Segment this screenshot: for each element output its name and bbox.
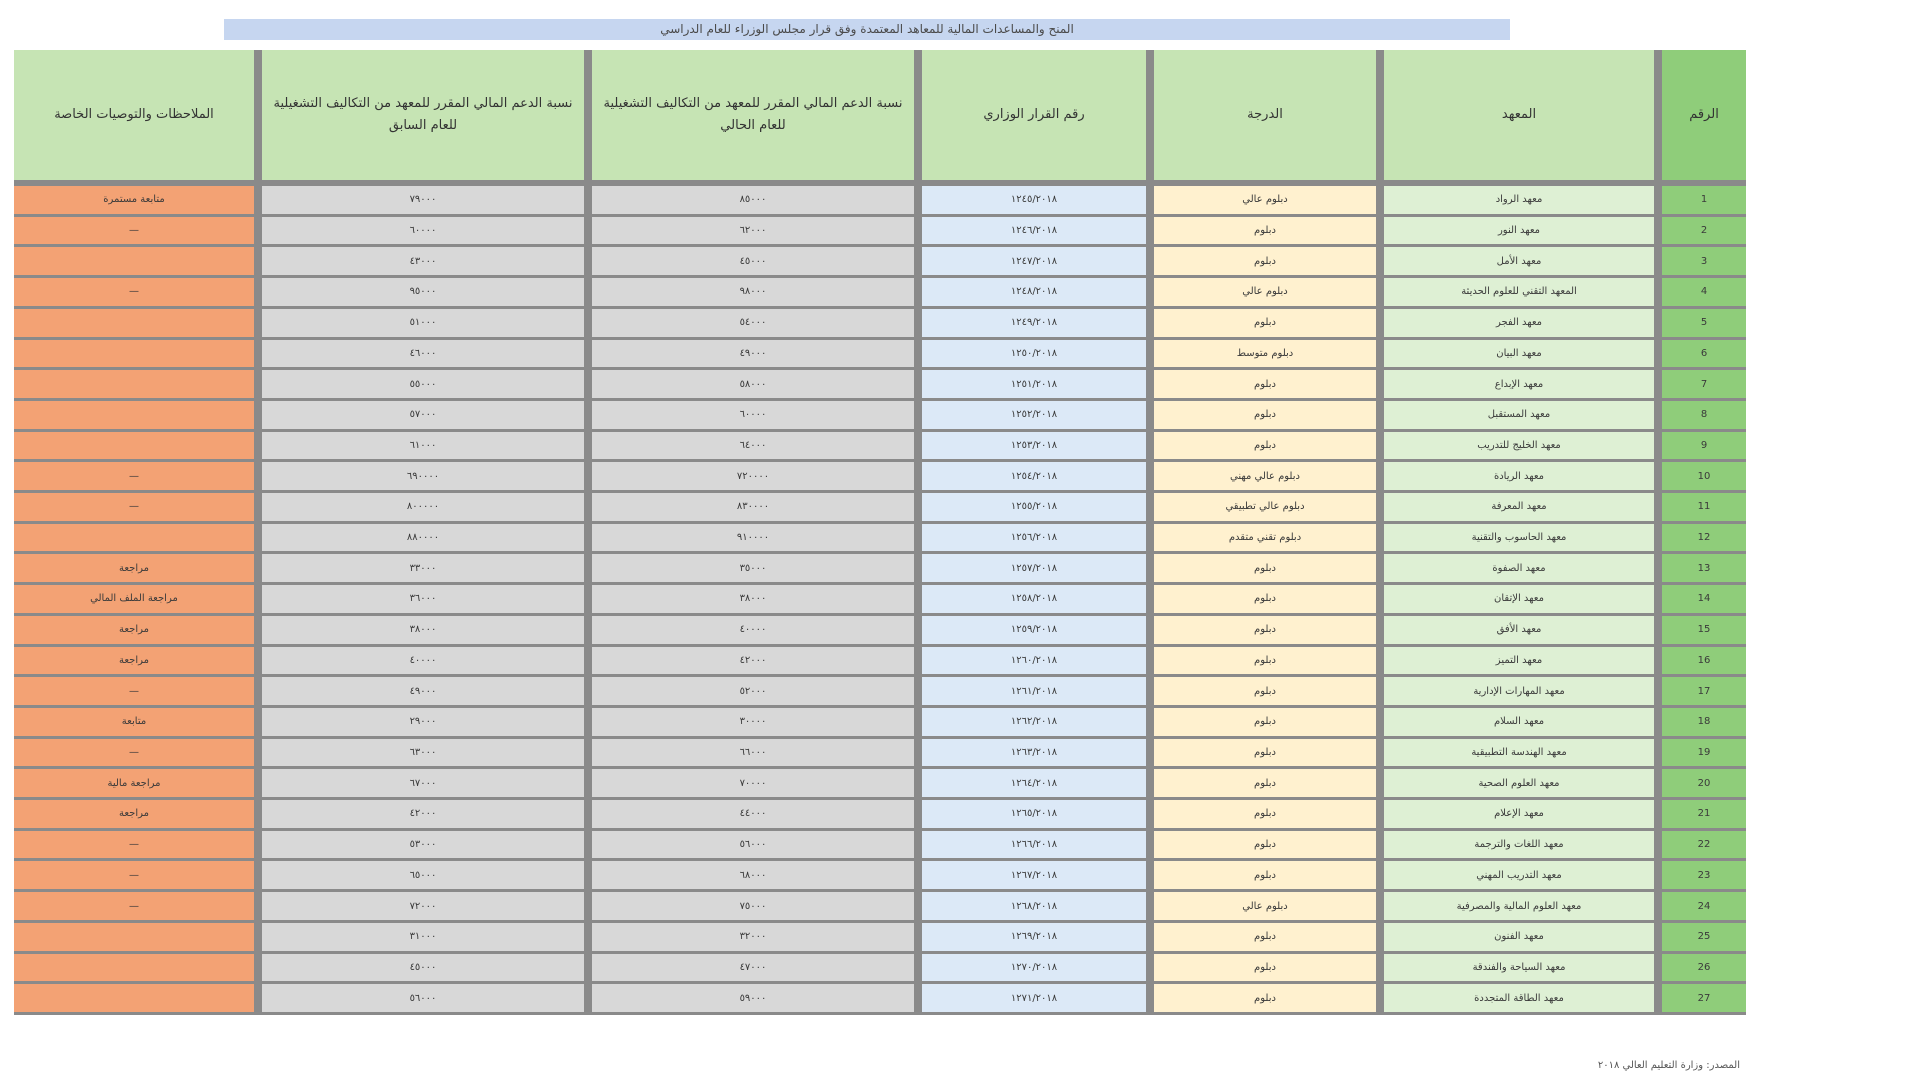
cell-fin2: ٧٢٠٠٠ [254,892,584,923]
header-fin1: نسبة الدعم المالي المقرر للمعهد من التكاليف التشغيلية للعام الحالي [584,50,914,186]
table-row [14,554,1746,585]
cell-notes [14,247,254,278]
cell-name: معهد الإتقان [1376,585,1654,616]
cell-notes: — [14,278,254,309]
cell-fin2: ٨٨٠٠٠٠ [254,524,584,555]
cell-fin2: ٤٥٠٠٠ [254,954,584,985]
cell-fin1: ٣٠٠٠٠ [584,708,914,739]
cell-notes: متابعة [14,708,254,739]
cell-fin2: ٣٣٠٠٠ [254,554,584,585]
cell-notes: مراجعة الملف المالي [14,585,254,616]
cell-law: ١٢٥٧/٢٠١٨ [914,554,1146,585]
cell-law: ١٢٦٣/٢٠١٨ [914,739,1146,770]
cell-degree: دبلوم [1146,984,1376,1015]
table-row [14,739,1746,770]
cell-name: معهد المستقبل [1376,401,1654,432]
cell-notes: — [14,493,254,524]
cell-fin1: ٦٠٠٠٠ [584,401,914,432]
cell-name: معهد التدريب المهني [1376,861,1654,892]
cell-name: معهد المهارات الإدارية [1376,677,1654,708]
cell-no: 7 [1654,370,1746,401]
header-notes: الملاحظات والتوصيات الخاصة [14,50,254,186]
cell-fin1: ٥٨٠٠٠ [584,370,914,401]
cell-no: 14 [1654,585,1746,616]
cell-law: ١٢٦١/٢٠١٨ [914,677,1146,708]
cell-law: ١٢٥٤/٢٠١٨ [914,462,1146,493]
cell-no: 6 [1654,340,1746,371]
cell-name: معهد البيان [1376,340,1654,371]
cell-fin1: ٥٢٠٠٠ [584,677,914,708]
cell-notes: — [14,892,254,923]
cell-notes: — [14,831,254,862]
cell-name: معهد اللغات والترجمة [1376,831,1654,862]
cell-notes: — [14,739,254,770]
cell-degree: دبلوم [1146,677,1376,708]
cell-fin1: ٥٤٠٠٠ [584,309,914,340]
cell-fin2: ٥٦٠٠٠ [254,984,584,1015]
cell-fin2: ٥١٠٠٠ [254,309,584,340]
cell-degree: دبلوم عالي [1146,186,1376,217]
cell-no: 10 [1654,462,1746,493]
cell-notes [14,954,254,985]
cell-no: 2 [1654,217,1746,248]
cell-no: 12 [1654,524,1746,555]
cell-name: معهد الطاقة المتجددة [1376,984,1654,1015]
cell-degree: دبلوم [1146,708,1376,739]
cell-degree: دبلوم [1146,616,1376,647]
cell-law: ١٢٤٧/٢٠١٨ [914,247,1146,278]
institutes-table [14,50,1746,1015]
table-row [14,217,1746,248]
cell-name: معهد الخليج للتدريب [1376,432,1654,463]
cell-no: 3 [1654,247,1746,278]
table-row [14,278,1746,309]
cell-notes: مراجعة [14,800,254,831]
cell-degree: دبلوم [1146,309,1376,340]
cell-fin1: ٤٢٠٠٠ [584,647,914,678]
header-law: رقم القرار الوزاري [914,50,1146,186]
cell-name: معهد العلوم الصحية [1376,769,1654,800]
cell-no: 27 [1654,984,1746,1015]
cell-degree: دبلوم [1146,217,1376,248]
table-row [14,401,1746,432]
cell-law: ١٢٦٧/٢٠١٨ [914,861,1146,892]
cell-fin2: ٥٣٠٠٠ [254,831,584,862]
table-row [14,186,1746,217]
cell-fin1: ٤٥٠٠٠ [584,247,914,278]
cell-no: 24 [1654,892,1746,923]
cell-degree: دبلوم عالي مهني [1146,462,1376,493]
cell-fin2: ٦٥٠٠٠ [254,861,584,892]
cell-name: معهد الإبداع [1376,370,1654,401]
table-row [14,677,1746,708]
cell-law: ١٢٥٦/٢٠١٨ [914,524,1146,555]
cell-law: ١٢٤٦/٢٠١٨ [914,217,1146,248]
cell-name: معهد الفجر [1376,309,1654,340]
cell-fin1: ٦٦٠٠٠ [584,739,914,770]
table-row [14,370,1746,401]
table-row [14,493,1746,524]
cell-degree: دبلوم عالي [1146,892,1376,923]
header-no: الرقم [1654,50,1746,186]
cell-fin1: ٣٢٠٠٠ [584,923,914,954]
cell-name: معهد النور [1376,217,1654,248]
table-row [14,708,1746,739]
cell-degree: دبلوم [1146,554,1376,585]
cell-fin1: ٣٥٠٠٠ [584,554,914,585]
cell-fin2: ٦٩٠٠٠٠ [254,462,584,493]
cell-fin1: ٤٩٠٠٠ [584,340,914,371]
cell-law: ١٢٥٥/٢٠١٨ [914,493,1146,524]
cell-law: ١٢٥٩/٢٠١٨ [914,616,1146,647]
footer-note: المصدر: وزارة التعليم العالي ٢٠١٨ [1597,1060,1740,1071]
cell-fin1: ٨٣٠٠٠٠ [584,493,914,524]
cell-fin2: ٦٠٠٠٠ [254,217,584,248]
cell-fin2: ٧٩٠٠٠ [254,186,584,217]
document-title: المنح والمساعدات المالية للمعاهد المعتمدة وفق قرار مجلس الوزراء للعام الدراسي [224,19,1510,40]
cell-no: 15 [1654,616,1746,647]
cell-no: 11 [1654,493,1746,524]
table-body [14,186,1746,1015]
cell-fin1: ٦٨٠٠٠ [584,861,914,892]
cell-notes [14,984,254,1015]
cell-name: معهد الرواد [1376,186,1654,217]
cell-fin2: ٥٥٠٠٠ [254,370,584,401]
cell-no: 9 [1654,432,1746,463]
cell-name: معهد المعرفة [1376,493,1654,524]
cell-degree: دبلوم [1146,647,1376,678]
cell-fin1: ٤٧٠٠٠ [584,954,914,985]
cell-notes [14,432,254,463]
cell-degree: دبلوم عالي [1146,278,1376,309]
cell-fin1: ٣٨٠٠٠ [584,585,914,616]
cell-name: معهد العلوم المالية والمصرفية [1376,892,1654,923]
cell-notes [14,309,254,340]
cell-name: معهد الريادة [1376,462,1654,493]
cell-fin2: ٤٣٠٠٠ [254,247,584,278]
cell-notes [14,923,254,954]
cell-degree: دبلوم [1146,954,1376,985]
cell-fin2: ٤٩٠٠٠ [254,677,584,708]
cell-no: 25 [1654,923,1746,954]
cell-no: 13 [1654,554,1746,585]
cell-notes: مراجعة [14,647,254,678]
table-row [14,892,1746,923]
cell-law: ١٢٥٠/٢٠١٨ [914,340,1146,371]
cell-fin2: ٤٦٠٠٠ [254,340,584,371]
cell-no: 16 [1654,647,1746,678]
table-row [14,647,1746,678]
cell-name: معهد الأمل [1376,247,1654,278]
table-header-row [14,50,1746,186]
cell-notes: — [14,861,254,892]
cell-fin1: ٧٢٠٠٠٠ [584,462,914,493]
cell-name: معهد الصفوة [1376,554,1654,585]
cell-name: معهد الحاسوب والتقنية [1376,524,1654,555]
cell-law: ١٢٥٢/٢٠١٨ [914,401,1146,432]
table-row [14,769,1746,800]
cell-fin2: ٥٧٠٠٠ [254,401,584,432]
cell-law: ١٢٦٥/٢٠١٨ [914,800,1146,831]
cell-fin1: ٦٤٠٠٠ [584,432,914,463]
cell-fin2: ٣٨٠٠٠ [254,616,584,647]
cell-no: 20 [1654,769,1746,800]
cell-law: ١٢٤٨/٢٠١٨ [914,278,1146,309]
cell-degree: دبلوم [1146,861,1376,892]
cell-no: 26 [1654,954,1746,985]
cell-degree: دبلوم [1146,585,1376,616]
cell-notes: متابعة مستمرة [14,186,254,217]
table-row [14,309,1746,340]
header-name: المعهد [1376,50,1654,186]
cell-notes [14,401,254,432]
cell-fin2: ٤٢٠٠٠ [254,800,584,831]
cell-degree: دبلوم تقني متقدم [1146,524,1376,555]
cell-fin2: ٣١٠٠٠ [254,923,584,954]
cell-notes [14,340,254,371]
cell-fin2: ٩٥٠٠٠ [254,278,584,309]
cell-notes: — [14,217,254,248]
table-row [14,524,1746,555]
header-fin2: نسبة الدعم المالي المقرر للمعهد من التكاليف التشغيلية للعام السابق [254,50,584,186]
cell-fin2: ٦١٠٠٠ [254,432,584,463]
cell-name: معهد الفنون [1376,923,1654,954]
cell-name: معهد السلام [1376,708,1654,739]
cell-fin2: ٣٦٠٠٠ [254,585,584,616]
cell-fin1: ٤٤٠٠٠ [584,800,914,831]
cell-fin2: ٦٧٠٠٠ [254,769,584,800]
cell-law: ١٢٤٩/٢٠١٨ [914,309,1146,340]
cell-name: معهد الأفق [1376,616,1654,647]
cell-degree: دبلوم [1146,800,1376,831]
cell-notes: — [14,462,254,493]
cell-notes [14,370,254,401]
cell-notes: مراجعة مالية [14,769,254,800]
cell-degree: دبلوم [1146,370,1376,401]
cell-law: ١٢٧٠/٢٠١٨ [914,954,1146,985]
cell-no: 5 [1654,309,1746,340]
table-row [14,984,1746,1015]
cell-fin2: ٨٠٠٠٠٠ [254,493,584,524]
cell-law: ١٢٦٠/٢٠١٨ [914,647,1146,678]
cell-fin2: ٢٩٠٠٠ [254,708,584,739]
cell-notes: مراجعة [14,616,254,647]
cell-no: 19 [1654,739,1746,770]
table-row [14,954,1746,985]
cell-degree: دبلوم عالي تطبيقي [1146,493,1376,524]
cell-no: 1 [1654,186,1746,217]
cell-law: ١٢٧١/٢٠١٨ [914,984,1146,1015]
cell-degree: دبلوم [1146,769,1376,800]
cell-degree: دبلوم [1146,432,1376,463]
cell-law: ١٢٥١/٢٠١٨ [914,370,1146,401]
table-row [14,831,1746,862]
cell-fin1: ٤٠٠٠٠ [584,616,914,647]
cell-fin2: ٦٣٠٠٠ [254,739,584,770]
cell-no: 23 [1654,861,1746,892]
cell-law: ١٢٦٤/٢٠١٨ [914,769,1146,800]
cell-degree: دبلوم متوسط [1146,340,1376,371]
cell-degree: دبلوم [1146,247,1376,278]
cell-name: المعهد التقني للعلوم الحديثة [1376,278,1654,309]
cell-law: ١٢٥٨/٢٠١٨ [914,585,1146,616]
cell-fin1: ٥٩٠٠٠ [584,984,914,1015]
cell-notes: — [14,677,254,708]
cell-fin1: ٨٥٠٠٠ [584,186,914,217]
table-row [14,923,1746,954]
cell-degree: دبلوم [1146,831,1376,862]
cell-no: 17 [1654,677,1746,708]
cell-no: 8 [1654,401,1746,432]
cell-no: 21 [1654,800,1746,831]
cell-fin1: ٩١٠٠٠٠ [584,524,914,555]
cell-law: ١٢٦٢/٢٠١٨ [914,708,1146,739]
cell-fin1: ٧٥٠٠٠ [584,892,914,923]
cell-name: معهد الهندسة التطبيقية [1376,739,1654,770]
table-row [14,247,1746,278]
cell-no: 4 [1654,278,1746,309]
cell-notes: مراجعة [14,554,254,585]
cell-name: معهد التميز [1376,647,1654,678]
cell-law: ١٢٦٦/٢٠١٨ [914,831,1146,862]
cell-law: ١٢٦٩/٢٠١٨ [914,923,1146,954]
cell-fin2: ٤٠٠٠٠ [254,647,584,678]
institutes-table-container [14,50,1746,1015]
cell-notes [14,524,254,555]
cell-fin1: ٦٢٠٠٠ [584,217,914,248]
cell-name: معهد الإعلام [1376,800,1654,831]
table-row [14,861,1746,892]
cell-law: ١٢٤٥/٢٠١٨ [914,186,1146,217]
cell-degree: دبلوم [1146,739,1376,770]
cell-name: معهد السياحة والفندقة [1376,954,1654,985]
cell-degree: دبلوم [1146,923,1376,954]
cell-no: 18 [1654,708,1746,739]
cell-law: ١٢٦٨/٢٠١٨ [914,892,1146,923]
cell-fin1: ٩٨٠٠٠ [584,278,914,309]
cell-law: ١٢٥٣/٢٠١٨ [914,432,1146,463]
table-row [14,340,1746,371]
table-row [14,462,1746,493]
cell-no: 22 [1654,831,1746,862]
table-row [14,585,1746,616]
cell-fin1: ٥٦٠٠٠ [584,831,914,862]
header-degree: الدرجة [1146,50,1376,186]
table-row [14,800,1746,831]
cell-degree: دبلوم [1146,401,1376,432]
table-row [14,432,1746,463]
cell-fin1: ٧٠٠٠٠ [584,769,914,800]
table-row [14,616,1746,647]
